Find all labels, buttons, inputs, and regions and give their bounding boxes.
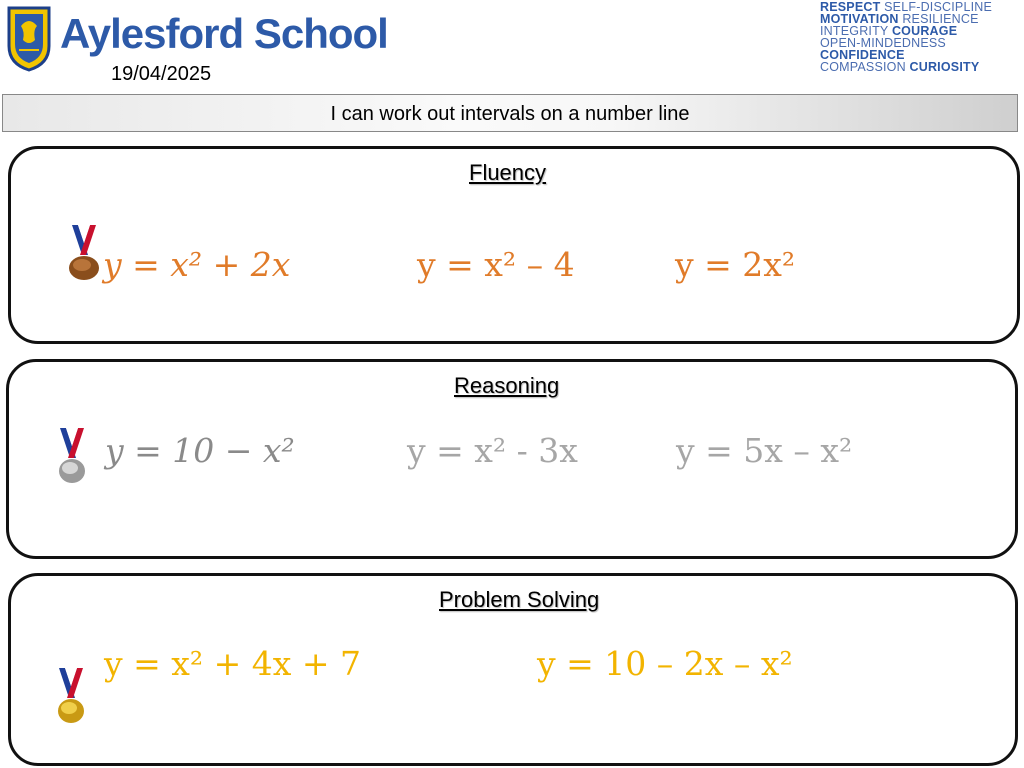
value-integrity: INTEGRITY xyxy=(820,24,889,38)
fluency-title: Fluency xyxy=(469,160,547,185)
reasoning-equation-1: 𝑦 = 10 − 𝑥² xyxy=(105,431,295,470)
learning-objective-bar xyxy=(2,94,1018,132)
problem-solving-equation-1: y = x² + 4x + 7 xyxy=(104,644,361,683)
value-courage: COURAGE xyxy=(891,24,958,38)
value-confidence: CONFIDENCE xyxy=(820,48,905,62)
reasoning-panel xyxy=(6,359,1018,559)
reasoning-equation-2: y = x² - 3x xyxy=(407,431,578,470)
reasoning-title: Reasoning xyxy=(454,373,560,398)
problem-solving-title: Problem Solving xyxy=(439,587,600,612)
value-compassion: COMPASSION xyxy=(820,60,906,74)
reasoning-equation-3: y = 5x – x² xyxy=(676,431,853,470)
fluency-equation-3: y = 2x² xyxy=(675,245,796,284)
problem-solving-panel xyxy=(8,573,1018,766)
school-values xyxy=(820,1,1020,73)
value-respect: RESPECT xyxy=(820,0,881,14)
school-name: Aylesford School xyxy=(60,10,388,57)
fluency-equation-2: y = x² – 4 xyxy=(417,245,575,284)
fluency-equation-1: 𝑦 = 𝑥² + 2𝑥 xyxy=(103,245,291,284)
learning-objective: I can work out intervals on a number line xyxy=(330,103,690,125)
silver-medal-icon xyxy=(54,428,90,486)
value-open-mindedness: OPEN-MINDEDNESS xyxy=(820,36,946,50)
value-curiosity: CURIOSITY xyxy=(909,60,980,74)
lesson-date: 19/04/2025 xyxy=(111,63,212,85)
value-motivation: MOTIVATION xyxy=(820,12,899,26)
school-crest-icon xyxy=(7,6,51,72)
bronze-medal-icon xyxy=(66,225,102,283)
gold-medal-icon xyxy=(53,668,89,726)
value-self-discipline: SELF-DISCIPLINE xyxy=(884,0,993,14)
value-resilience: RESILIENCE xyxy=(902,12,979,26)
problem-solving-equation-2: y = 10 – 2x – x² xyxy=(537,644,793,683)
fluency-panel xyxy=(8,146,1020,344)
